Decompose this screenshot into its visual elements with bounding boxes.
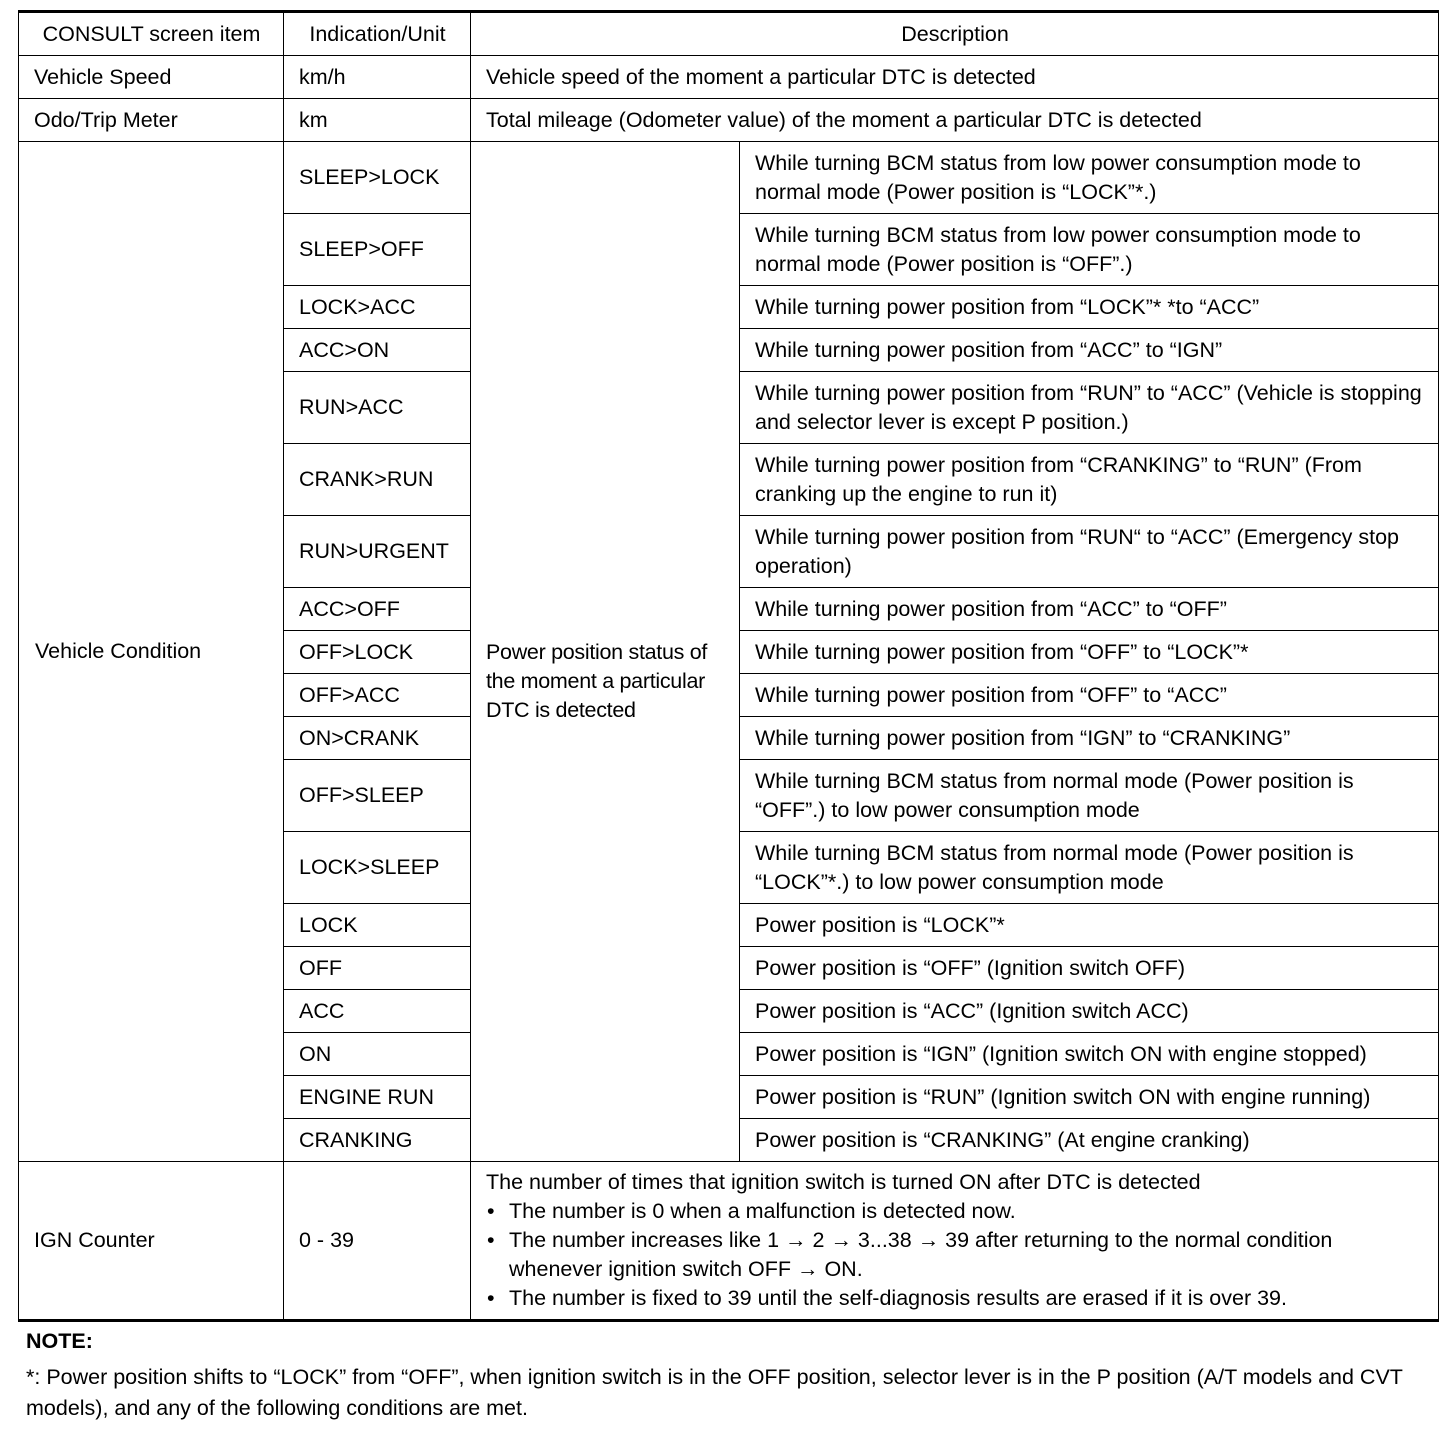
cell-indication: OFF>LOCK xyxy=(284,631,471,674)
cell-description: Power position is “IGN” (Ignition switch ON with engine stopped) xyxy=(740,1033,1439,1076)
header-description: Description xyxy=(471,12,1439,56)
cell-description: While turning BCM status from low power consumption mode to normal mode (Power position is “LOCK”*.) xyxy=(740,142,1439,214)
cell-description: While turning power position from “IGN” to “CRANKING” xyxy=(740,717,1439,760)
consult-data-table xyxy=(18,10,1439,1322)
cell-unit: km xyxy=(284,99,471,142)
cell-description: Total mileage (Odometer value) of the moment a particular DTC is detected xyxy=(471,99,1439,142)
note-text: *: Power position shifts to “LOCK” from “OFF”, when ignition switch is in the OFF position, selector lever is in the P position (A/T models and CVT models), and any of the following conditions are met. xyxy=(26,1365,1403,1420)
list-item: • The number is 0 when a malfunction is detected now. xyxy=(486,1197,1424,1226)
cell-item: IGN Counter xyxy=(19,1162,284,1321)
cell-description: While turning power position from “ACC” to “IGN” xyxy=(740,329,1439,372)
cell-description: While turning power position from “RUN” to “ACC” (Vehicle is stopping and selector lever is except P position.) xyxy=(740,372,1439,444)
cell-indication: CRANK>RUN xyxy=(284,444,471,516)
cell-indication: ON xyxy=(284,1033,471,1076)
table-row xyxy=(19,142,1439,214)
cell-indication: CRANKING xyxy=(284,1119,471,1162)
ign-bullet-list xyxy=(486,1197,1424,1313)
cell-indication: ACC xyxy=(284,990,471,1033)
cell-description: While turning power position from “RUN“ to “ACC” (Emergency stop operation) xyxy=(740,516,1439,588)
list-item: • The number increases like 1 → 2 → 3...38 → 39 after returning to the normal condition whenever ignition switch OFF → ON. xyxy=(486,1226,1424,1284)
cell-indication: ENGINE RUN xyxy=(284,1076,471,1119)
cell-description: While turning BCM status from low power consumption mode to normal mode (Power position is “OFF”.) xyxy=(740,214,1439,286)
cell-description: Power position is “OFF” (Ignition switch OFF) xyxy=(740,947,1439,990)
cell-indication: OFF xyxy=(284,947,471,990)
cell-description: Vehicle speed of the moment a particular DTC is detected xyxy=(471,56,1439,99)
cell-description: Power position is “RUN” (Ignition switch ON with engine running) xyxy=(740,1076,1439,1119)
list-item: • The number is fixed to 39 until the self-diagnosis results are erased if it is over 39. xyxy=(486,1284,1424,1313)
cell-unit: km/h xyxy=(284,56,471,99)
cell-item: Vehicle Speed xyxy=(19,56,284,99)
cell-indication: LOCK>SLEEP xyxy=(284,832,471,904)
power-position-status-text: Power position status of the moment a particular DTC is detected xyxy=(486,640,708,722)
table-row-odo-trip xyxy=(19,99,1439,142)
cell-description: While turning power position from “OFF” to “ACC” xyxy=(740,674,1439,717)
cell-description: While turning power position from “ACC” to “OFF” xyxy=(740,588,1439,631)
cell-indication: LOCK>ACC xyxy=(284,286,471,329)
cell-item-vehicle-condition: Vehicle Condition xyxy=(19,142,284,1162)
note-title: NOTE: xyxy=(26,1329,93,1353)
cell-indication: RUN>ACC xyxy=(284,372,471,444)
cell-indication: SLEEP>OFF xyxy=(284,214,471,286)
cell-indication: OFF>SLEEP xyxy=(284,760,471,832)
header-screen-item: CONSULT screen item xyxy=(19,12,284,56)
cell-description: Power position is “ACC” (Ignition switch ACC) xyxy=(740,990,1439,1033)
cell-indication: ACC>OFF xyxy=(284,588,471,631)
note-section xyxy=(26,1326,1436,1424)
table-row-vehicle-speed xyxy=(19,56,1439,99)
cell-indication: ACC>ON xyxy=(284,329,471,372)
cell-indication: SLEEP>LOCK xyxy=(284,142,471,214)
cell-indication: LOCK xyxy=(284,904,471,947)
cell-description: While turning BCM status from normal mode (Power position is “OFF”.) to low power consumption mode xyxy=(740,760,1439,832)
cell-indication: OFF>ACC xyxy=(284,674,471,717)
cell-description: While turning power position from “LOCK”* *to “ACC” xyxy=(740,286,1439,329)
cell-description: While turning power position from “OFF” to “LOCK”* xyxy=(740,631,1439,674)
cell-unit: 0 - 39 xyxy=(284,1162,471,1321)
cell-indication: ON>CRANK xyxy=(284,717,471,760)
cell-item: Odo/Trip Meter xyxy=(19,99,284,142)
header-indication-unit: Indication/Unit xyxy=(284,12,471,56)
cell-power-position-status xyxy=(471,142,740,1162)
cell-description xyxy=(471,1162,1439,1321)
cell-description: Power position is “CRANKING” (At engine cranking) xyxy=(740,1119,1439,1162)
table-header-row xyxy=(19,12,1439,56)
cell-description: While turning power position from “CRANKING” to “RUN” (From cranking up the engine to run it) xyxy=(740,444,1439,516)
cell-description: While turning BCM status from normal mode (Power position is “LOCK”*.) to low power consumption mode xyxy=(740,832,1439,904)
ign-description-intro: The number of times that ignition switch is turned ON after DTC is detected xyxy=(486,1170,1201,1194)
cell-indication: RUN>URGENT xyxy=(284,516,471,588)
cell-description: Power position is “LOCK”* xyxy=(740,904,1439,947)
table-row-ign-counter xyxy=(19,1162,1439,1321)
